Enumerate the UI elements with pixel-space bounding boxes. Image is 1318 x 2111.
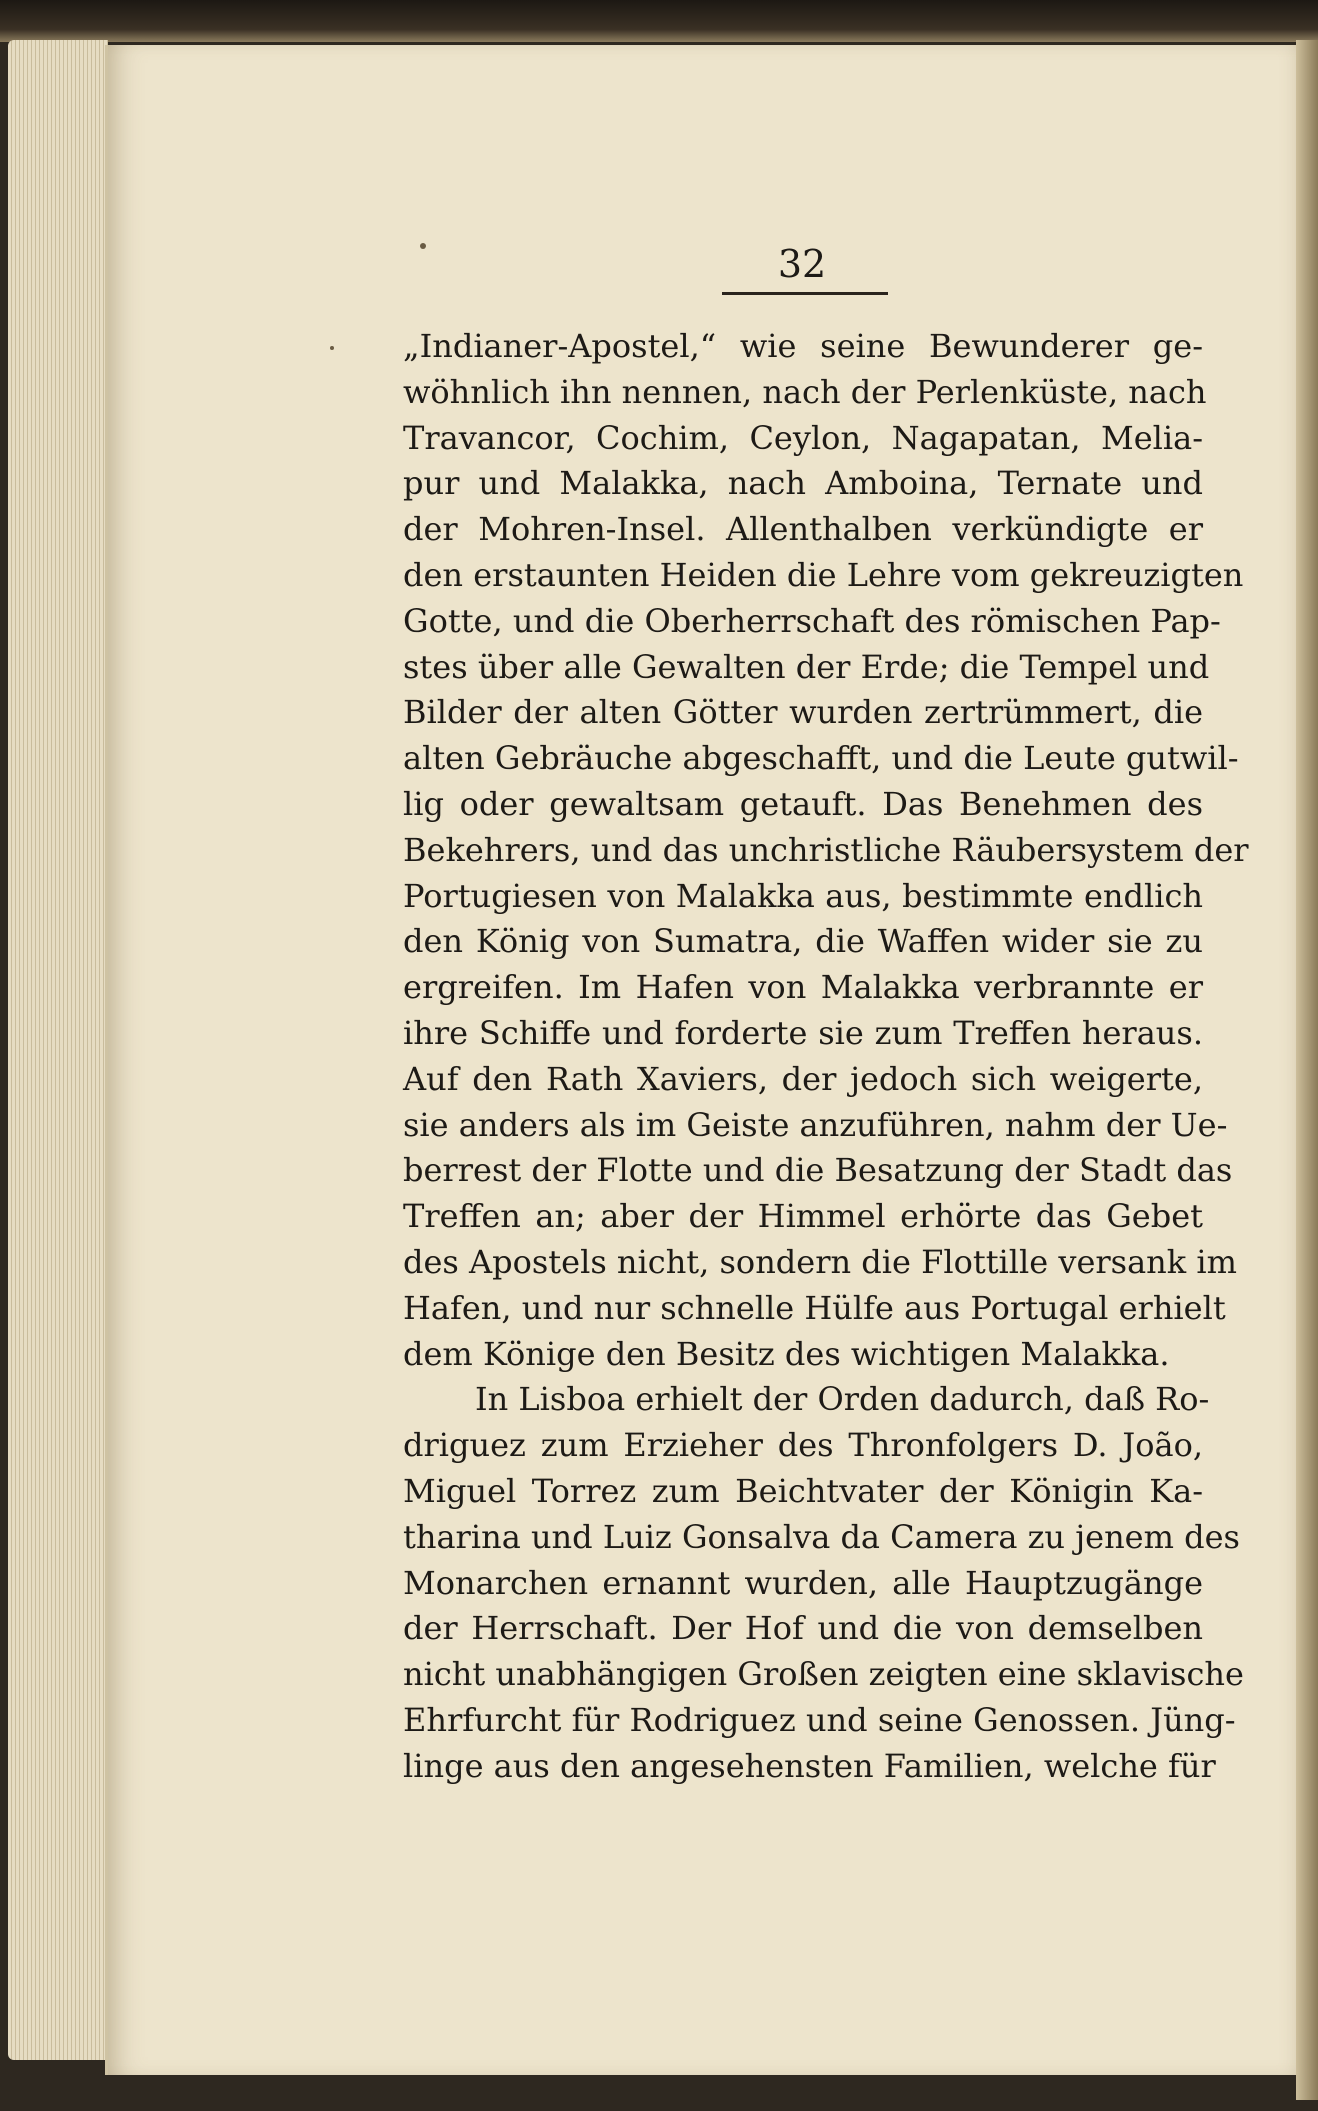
text-line: wöhnlich ihn nennen, nach der Perlenküste, nach [403,372,1207,411]
text-line: stes über alle Gewalten der Erde; die Tempel und [403,647,1210,686]
page-number: 32 [777,242,827,286]
text-line: Ehrfurcht für Rodriguez und seine Genossen. Jüng- [403,1700,1236,1739]
text-line: In Lisboa erhielt der Orden dadurch, daß Ro- [475,1380,1210,1419]
text-line: nicht unabhängigen Großen zeigten eine sklavische [403,1655,1244,1694]
text-line: Gotte, und die Oberherrschaft des römischen Pap- [403,601,1221,640]
body-text [403,324,1249,1790]
text-line: sie anders als im Geiste anzuführen, nahm der Ue- [403,1105,1228,1144]
text-line: ergreifen. Im Hafen von Malakka verbrannte er [403,968,1203,1007]
text-line: Auf den Rath Xaviers, der jedoch sich weigerte, [403,1059,1203,1098]
paper-speck [330,346,334,350]
text-line: der Herrschaft. Der Hof und die von demselben [403,1609,1203,1648]
text-line: linge aus den angesehensten Familien, welche für [403,1746,1216,1785]
text-line: Monarchen ernannt wurden, alle Hauptzugänge [403,1563,1203,1602]
text-line: der Mohren-Insel. Allenthalben verkündigte er [403,510,1203,549]
text-line: des Apostels nicht, sondern die Flottille versank im [403,1242,1237,1281]
text-line: den erstaunten Heiden die Lehre vom gekreuzigten [403,555,1244,594]
text-line: alten Gebräuche abgeschafft, und die Leute gutwil- [403,739,1239,778]
paper-speck [420,243,426,249]
text-line: pur und Malakka, nach Amboina, Ternate und [403,464,1203,503]
page-number-rule [722,292,888,295]
book-top-edge [0,0,1318,42]
text-line: Bilder der alten Götter wurden zertrümmert, die [403,693,1203,732]
page-stack-edge [8,40,108,2060]
text-line: lig oder gewaltsam getauft. Das Benehmen des [403,784,1203,823]
text-line: dem Könige den Besitz des wichtigen Malakka. [403,1334,1170,1373]
text-line: Bekehrers, und das unchristliche Räubersystem der [403,830,1249,869]
text-line: driguez zum Erzieher des Thronfolgers D. João, [403,1426,1203,1465]
text-line: tharina und Luiz Gonsalva da Camera zu jenem des [403,1517,1240,1556]
text-line: Miguel Torrez zum Beichtvater der Königin Ka- [403,1471,1203,1510]
text-line: „Indianer-Apostel,“ wie seine Bewunderer ge- [403,327,1203,365]
text-line: Portugiesen von Malakka aus, bestimmte endlich [403,876,1203,915]
text-line: Treffen an; aber der Himmel erhörte das Gebet [403,1197,1203,1236]
text-line: den König von Sumatra, die Waffen wider sie zu [403,922,1203,961]
text-line: Travancor, Cochim, Ceylon, Nagapatan, Melia- [403,418,1203,457]
text-line: Hafen, und nur schnelle Hülfe aus Portugal erhielt [403,1288,1226,1327]
text-line: ihre Schiffe und forderte sie zum Treffen heraus. [403,1013,1203,1052]
book-right-edge [1296,40,1318,2100]
text-line: berrest der Flotte und die Besatzung der Stadt das [403,1151,1233,1190]
